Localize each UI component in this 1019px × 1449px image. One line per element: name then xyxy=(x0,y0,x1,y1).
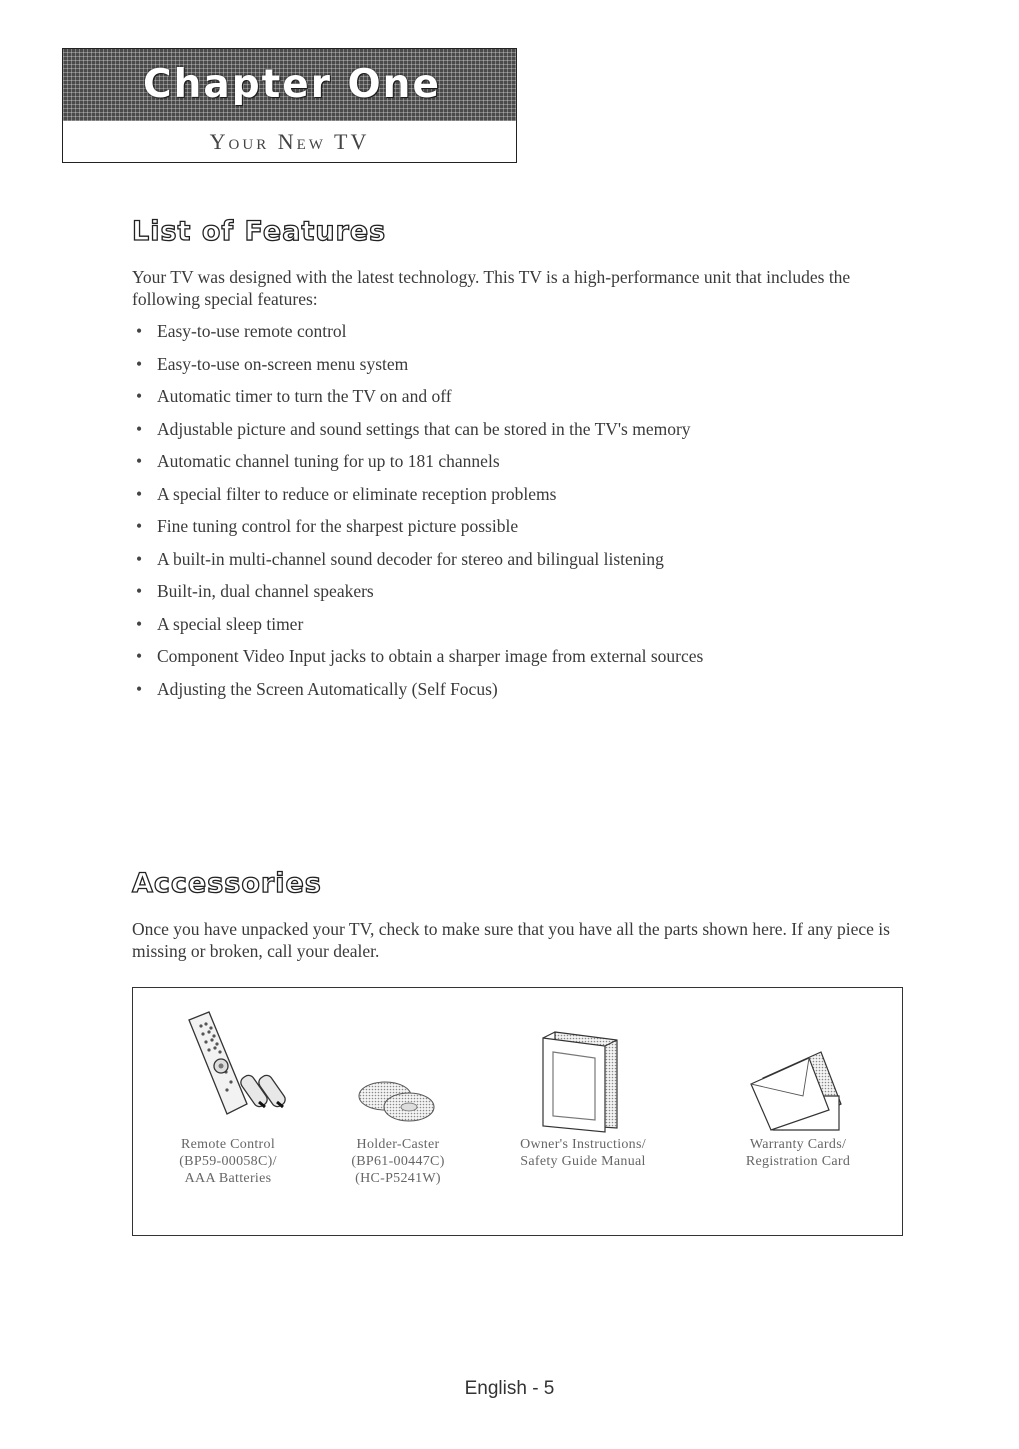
chapter-header xyxy=(62,48,517,163)
chapter-title: Chapter One xyxy=(143,62,441,107)
feature-item xyxy=(136,418,703,451)
feature-item xyxy=(136,450,703,483)
feature-text: Automatic channel tuning for up to 181 channels xyxy=(157,451,500,471)
bullet-icon: • xyxy=(136,321,143,341)
feature-text: Adjusting the Screen Automatically (Self Focus) xyxy=(157,678,498,699)
warranty-card-icon xyxy=(743,1048,853,1138)
chapter-subtitle: Your New TV xyxy=(209,129,370,154)
caption-line: Holder-Caster xyxy=(356,1137,440,1152)
accessories-intro: Once you have unpacked your TV, check to make sure that you have all the parts shown here. If any piece is missing or broken, call your dealer. xyxy=(132,919,890,961)
feature-item xyxy=(136,483,703,516)
accessories-heading: Accessories xyxy=(132,868,322,899)
feature-item xyxy=(136,548,703,581)
bullet-icon: • xyxy=(136,646,143,666)
bullet-icon: • xyxy=(136,483,143,504)
caption-line: Remote Control xyxy=(180,1137,276,1152)
bullet-icon: • xyxy=(136,548,143,569)
feature-text: Built-in, dual channel speakers xyxy=(157,581,374,601)
caption-line: (BP61-00447C) xyxy=(351,1154,445,1169)
features-intro: Your TV was designed with the latest technology. This TV is a high-performance unit that includes the following special features: xyxy=(132,267,851,309)
caption-line: Safety Guide Manual xyxy=(520,1154,646,1169)
caption-line: AAA Batteries xyxy=(184,1171,272,1186)
page-number: English - 5 xyxy=(464,1378,555,1399)
feature-text: A built-in multi-channel sound decoder for stereo and bilingual listening xyxy=(157,548,664,569)
manual-booklet-icon xyxy=(533,1028,633,1133)
feature-text: Easy-to-use on-screen menu system xyxy=(157,353,409,374)
accessory-caption xyxy=(483,1136,683,1170)
caption-line: Warranty Cards/ xyxy=(749,1137,847,1152)
bullet-icon: • xyxy=(136,386,143,406)
feature-item xyxy=(136,613,703,646)
feature-item xyxy=(136,580,703,613)
feature-item xyxy=(136,385,703,418)
feature-text: A special sleep timer xyxy=(157,613,304,634)
bullet-icon: • xyxy=(136,581,143,601)
bullet-icon: • xyxy=(136,516,143,536)
bullet-icon: • xyxy=(136,418,143,439)
accessories-box xyxy=(132,987,903,1236)
accessory-caption xyxy=(698,1136,898,1170)
feature-item xyxy=(136,645,703,678)
feature-item xyxy=(136,353,703,386)
feature-text: Component Video Input jacks to obtain a sharper image from external sources xyxy=(157,646,704,666)
bullet-icon: • xyxy=(136,353,143,374)
feature-item xyxy=(136,678,703,711)
bullet-icon: • xyxy=(136,613,143,634)
remote-control-icon xyxy=(161,1010,291,1130)
chapter-banner xyxy=(63,49,516,121)
caption-line: (BP59-00058C)/ xyxy=(179,1154,277,1169)
feature-text: Fine tuning control for the sharpest picture possible xyxy=(157,516,519,536)
features-heading: List of Features xyxy=(132,216,387,247)
bullet-icon: • xyxy=(136,451,143,471)
feature-item xyxy=(136,320,703,353)
caption-line: Registration Card xyxy=(745,1154,851,1169)
accessory-caption xyxy=(298,1136,498,1187)
features-list xyxy=(136,320,703,710)
feature-text: A special filter to reduce or eliminate reception problems xyxy=(157,483,557,504)
caption-line: (HC-P5241W) xyxy=(355,1171,441,1186)
holder-caster-icon xyxy=(353,1076,443,1128)
feature-text: Adjustable picture and sound settings that can be stored in the TV's memory xyxy=(157,418,691,439)
bullet-icon: • xyxy=(136,678,143,699)
feature-text: Easy-to-use remote control xyxy=(157,321,347,341)
feature-text: Automatic timer to turn the TV on and off xyxy=(157,386,452,406)
caption-line: Owner's Instructions/ xyxy=(520,1137,646,1152)
feature-item xyxy=(136,515,703,548)
